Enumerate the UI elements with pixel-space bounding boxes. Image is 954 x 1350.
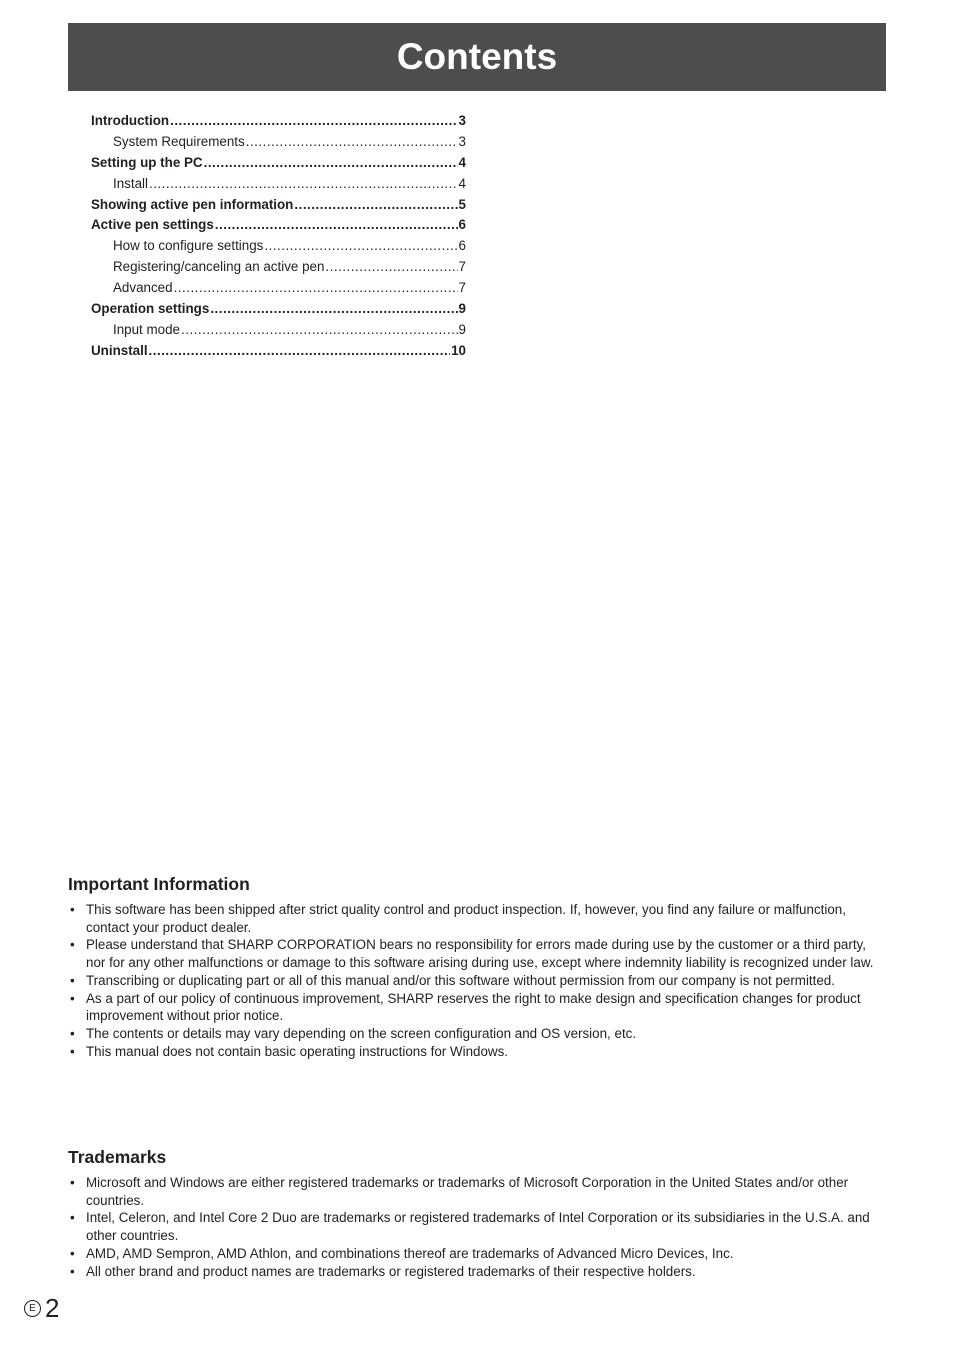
toc-entry-label: Showing active pen information	[91, 196, 294, 212]
toc-entry-page: 10	[451, 342, 466, 358]
bullet-list	[68, 901, 888, 1060]
toc-leader-dots	[170, 111, 457, 132]
toc-leader-dots	[181, 320, 458, 341]
list-item-text: As a part of our policy of continuous improvement, SHARP reserves the right to make design and specification changes for product improvement without prior notice.	[86, 990, 861, 1024]
toc-entry-label: Advanced	[113, 280, 173, 296]
bullet-icon: •	[70, 902, 75, 917]
bullet-icon: •	[70, 990, 75, 1006]
toc-entry-page: 4	[458, 175, 466, 191]
list-item-text: The contents or details may vary depending on the screen configuration and OS version, etc.	[86, 1025, 637, 1041]
list-item-text: Please understand that SHARP CORPORATION bears no responsibility for errors made during use by the customer or a third party, nor for any other malfunctions or damage to this software arising during use, except where indemnity liability is recognized under law.	[86, 937, 874, 971]
toc-entry[interactable]	[91, 257, 466, 278]
toc-entry[interactable]	[91, 320, 466, 341]
list-item	[68, 990, 888, 1025]
bullet-icon: •	[70, 1025, 75, 1041]
list-item	[68, 936, 888, 971]
toc-entry-page: 3	[458, 113, 466, 128]
toc-entry[interactable]	[91, 299, 466, 320]
toc-entry[interactable]	[91, 153, 466, 174]
bullet-icon: •	[70, 1175, 75, 1190]
bullet-list	[68, 1174, 888, 1280]
list-item-text: All other brand and product names are trademarks or registered trademarks of their respective holders.	[86, 1263, 696, 1279]
toc-entry-label: Active pen settings	[91, 217, 214, 233]
toc-entry-label: System Requirements	[113, 133, 245, 149]
section-heading: Important Information	[68, 874, 250, 894]
toc-entry-label: How to configure settings	[113, 238, 264, 254]
toc-leader-dots	[325, 257, 457, 278]
page-number: 2	[45, 1293, 60, 1323]
toc-entry-page: 7	[458, 259, 466, 275]
toc-entry[interactable]	[91, 215, 466, 236]
toc-entry[interactable]	[91, 195, 466, 216]
bullet-icon: •	[70, 1043, 75, 1059]
list-item-text: AMD, AMD Sempron, AMD Athlon, and combinations thereof are trademarks of Advanced Micro Devices, Inc.	[86, 1245, 734, 1261]
toc-entry-page: 5	[458, 196, 466, 212]
list-item-text: This manual does not contain basic operating instructions for Windows.	[86, 1043, 509, 1059]
toc-entry-page: 9	[458, 301, 466, 317]
toc-leader-dots	[204, 153, 458, 174]
toc-entry[interactable]	[91, 236, 466, 257]
toc-entry[interactable]	[91, 341, 466, 362]
toc-leader-dots	[294, 195, 457, 216]
language-mark-icon: E	[24, 1300, 41, 1317]
list-item-text: Transcribing or duplicating part or all of this manual and/or this software without permission from our company is not permitted.	[86, 972, 835, 988]
list-item	[68, 901, 888, 936]
toc-entry-page: 7	[458, 280, 466, 296]
list-item	[68, 1263, 888, 1281]
list-item-text: Intel, Celeron, and Intel Core 2 Duo are trademarks or registered trademarks of Intel Corporation or its subsidiaries in the U.S.A. and other countries.	[86, 1210, 870, 1244]
toc-leader-dots	[210, 299, 457, 320]
toc-entry-page: 6	[458, 238, 466, 254]
list-item	[68, 1209, 888, 1244]
toc-entry[interactable]	[91, 132, 466, 153]
bullet-icon: •	[70, 1210, 75, 1226]
section-heading: Trademarks	[68, 1147, 167, 1167]
page-title-banner	[68, 23, 886, 91]
toc-entry-label: Registering/canceling an active pen	[113, 259, 325, 275]
toc-leader-dots	[174, 278, 458, 299]
toc-entry-label: Operation settings	[91, 301, 210, 317]
list-item	[68, 972, 888, 990]
toc-entry-label: Input mode	[113, 321, 180, 337]
list-item	[68, 1025, 888, 1043]
trademarks-section	[68, 1146, 888, 1280]
toc-leader-dots	[149, 341, 451, 362]
bullet-icon: •	[70, 1245, 75, 1261]
page-title: Contents	[396, 36, 558, 77]
list-item	[68, 1174, 888, 1209]
toc-entry-label: Uninstall	[91, 342, 148, 358]
toc-entry-label: Install	[113, 175, 148, 191]
toc-leader-dots	[149, 174, 458, 195]
page-number-footer	[24, 1294, 59, 1322]
toc-leader-dots	[215, 215, 458, 236]
toc-entry[interactable]	[91, 111, 466, 132]
list-item	[68, 1043, 888, 1061]
toc-entry-label: Setting up the PC	[91, 154, 203, 170]
toc-leader-dots	[246, 132, 458, 153]
table-of-contents	[91, 111, 466, 362]
toc-entry-page: 6	[458, 217, 466, 233]
bullet-icon: •	[70, 972, 75, 988]
list-item-text: This software has been shipped after strict quality control and product inspection. If, however, you find any failure or malfunction, contact your product dealer.	[86, 902, 846, 935]
toc-entry[interactable]	[91, 278, 466, 299]
toc-entry[interactable]	[91, 174, 466, 195]
important-information-section	[68, 873, 888, 1060]
list-item	[68, 1245, 888, 1263]
toc-entry-label: Introduction	[91, 113, 170, 128]
bullet-icon: •	[70, 937, 75, 953]
bullet-icon: •	[70, 1263, 75, 1279]
toc-entry-page: 4	[458, 154, 466, 170]
list-item-text: Microsoft and Windows are either registered trademarks or trademarks of Microsoft Corporation in the United States and/or other countries.	[86, 1175, 849, 1208]
toc-entry-page: 3	[458, 133, 466, 149]
toc-entry-page: 9	[458, 321, 466, 337]
toc-leader-dots	[264, 236, 457, 257]
